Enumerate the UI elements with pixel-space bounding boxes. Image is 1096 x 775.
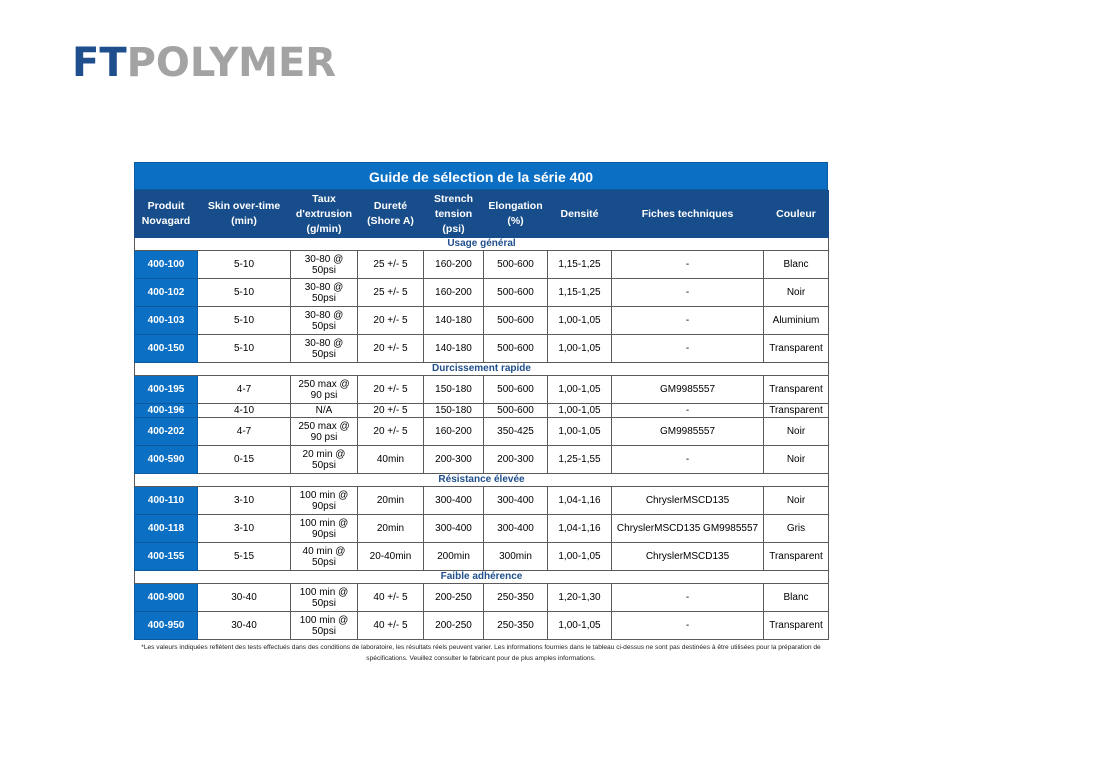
cell-couleur: Noir	[764, 279, 829, 307]
cell-fiches: ChryslerMSCD135 GM9985557	[612, 515, 764, 543]
cell-fiches: ChryslerMSCD135	[612, 543, 764, 571]
cell-taux: 30-80 @ 50psi	[291, 335, 358, 363]
table-row	[135, 404, 829, 418]
cell-skin: 5-15	[198, 543, 291, 571]
cell-skin: 4-10	[198, 404, 291, 418]
cell-elongation: 500-600	[484, 279, 548, 307]
table-row	[135, 515, 829, 543]
header-densite: Densité	[548, 191, 612, 238]
cell-durete: 25 +/- 5	[358, 251, 424, 279]
ftpolymer-logo	[72, 40, 336, 86]
table-row	[135, 584, 829, 612]
table-row	[135, 612, 829, 640]
cell-durete: 40 +/- 5	[358, 584, 424, 612]
table-row	[135, 487, 829, 515]
cell-couleur: Blanc	[764, 584, 829, 612]
cell-fiches: -	[612, 335, 764, 363]
cell-fiches: -	[612, 307, 764, 335]
cell-skin: 5-10	[198, 307, 291, 335]
table-row	[135, 543, 829, 571]
cell-skin: 5-10	[198, 279, 291, 307]
cell-densite: 1,04-1,16	[548, 487, 612, 515]
cell-fiches: -	[612, 279, 764, 307]
product-table	[134, 190, 829, 640]
cell-densite: 1,20-1,30	[548, 584, 612, 612]
table-row	[135, 446, 829, 474]
cell-taux: 100 min @ 50psi	[291, 584, 358, 612]
cell-strench: 140-180	[424, 307, 484, 335]
cell-densite: 1,15-1,25	[548, 279, 612, 307]
cell-durete: 20 +/- 5	[358, 418, 424, 446]
section-row	[135, 238, 829, 251]
cell-code: 400-202	[135, 418, 198, 446]
table-row	[135, 279, 829, 307]
cell-code: 400-110	[135, 487, 198, 515]
cell-durete: 20min	[358, 487, 424, 515]
cell-couleur: Noir	[764, 487, 829, 515]
cell-elongation: 250-350	[484, 612, 548, 640]
logo-ft: FT	[72, 40, 127, 86]
cell-taux: 40 min @ 50psi	[291, 543, 358, 571]
cell-durete: 20 +/- 5	[358, 404, 424, 418]
cell-fiches: -	[612, 612, 764, 640]
cell-strench: 160-200	[424, 418, 484, 446]
cell-couleur: Blanc	[764, 251, 829, 279]
cell-densite: 1,00-1,05	[548, 543, 612, 571]
cell-fiches: -	[612, 404, 764, 418]
cell-elongation: 300-400	[484, 515, 548, 543]
cell-skin: 5-10	[198, 335, 291, 363]
cell-taux: 250 max @ 90 psi	[291, 418, 358, 446]
cell-densite: 1,15-1,25	[548, 251, 612, 279]
table-row	[135, 307, 829, 335]
cell-densite: 1,00-1,05	[548, 418, 612, 446]
cell-durete: 20 +/- 5	[358, 335, 424, 363]
cell-skin: 3-10	[198, 487, 291, 515]
section-title: Résistance élevée	[135, 474, 829, 487]
table-row	[135, 335, 829, 363]
cell-elongation: 350-425	[484, 418, 548, 446]
cell-fiches: ChryslerMSCD135	[612, 487, 764, 515]
cell-code: 400-100	[135, 251, 198, 279]
cell-elongation: 500-600	[484, 335, 548, 363]
cell-strench: 200-250	[424, 612, 484, 640]
table-row	[135, 251, 829, 279]
logo-polymer: POLYMER	[126, 40, 337, 86]
cell-couleur: Noir	[764, 418, 829, 446]
section-title: Usage général	[135, 238, 829, 251]
cell-couleur: Transparent	[764, 543, 829, 571]
header-couleur: Couleur	[764, 191, 829, 238]
cell-taux: 30-80 @ 50psi	[291, 279, 358, 307]
cell-skin: 5-10	[198, 251, 291, 279]
cell-strench: 200min	[424, 543, 484, 571]
cell-code: 400-900	[135, 584, 198, 612]
cell-strench: 300-400	[424, 487, 484, 515]
cell-fiches: GM9985557	[612, 376, 764, 404]
cell-fiches: -	[612, 584, 764, 612]
cell-couleur: Gris	[764, 515, 829, 543]
cell-code: 400-195	[135, 376, 198, 404]
header-taux: Taux d'extrusion (g/min)	[291, 191, 358, 238]
header-produit: Produit Novagard	[135, 191, 198, 238]
table-title: Guide de sélection de la série 400	[134, 162, 828, 190]
footnote: *Les valeurs indiquées reflètent des tests effectués dans des conditions de laboratoire, les résultats réels peuvent varier. Les informations fournies dans le tableau ci-dessus ne sont pas destinées à être utilisées pour la préparation de spécifications. Veuillez consulter le fabricant pour de plus amples informations.	[141, 644, 821, 662]
cell-elongation: 300min	[484, 543, 548, 571]
header-strench: Strench tension (psi)	[424, 191, 484, 238]
section-title: Durcissement rapide	[135, 363, 829, 376]
cell-densite: 1,00-1,05	[548, 307, 612, 335]
table-row	[135, 418, 829, 446]
section-row	[135, 571, 829, 584]
header-elongation: Elongation (%)	[484, 191, 548, 238]
cell-strench: 160-200	[424, 251, 484, 279]
cell-code: 400-150	[135, 335, 198, 363]
cell-code: 400-102	[135, 279, 198, 307]
header-durete: Dureté (Shore A)	[358, 191, 424, 238]
cell-couleur: Transparent	[764, 376, 829, 404]
cell-couleur: Transparent	[764, 612, 829, 640]
cell-durete: 40min	[358, 446, 424, 474]
cell-taux: 100 min @ 90psi	[291, 515, 358, 543]
cell-strench: 160-200	[424, 279, 484, 307]
cell-skin: 3-10	[198, 515, 291, 543]
cell-strench: 300-400	[424, 515, 484, 543]
cell-taux: 20 min @ 50psi	[291, 446, 358, 474]
cell-densite: 1,04-1,16	[548, 515, 612, 543]
selection-guide	[134, 162, 828, 664]
cell-fiches: -	[612, 251, 764, 279]
cell-code: 400-590	[135, 446, 198, 474]
cell-strench: 150-180	[424, 376, 484, 404]
cell-durete: 25 +/- 5	[358, 279, 424, 307]
cell-couleur: Aluminium	[764, 307, 829, 335]
cell-strench: 200-250	[424, 584, 484, 612]
cell-elongation: 300-400	[484, 487, 548, 515]
cell-elongation: 500-600	[484, 251, 548, 279]
cell-code: 400-196	[135, 404, 198, 418]
cell-strench: 140-180	[424, 335, 484, 363]
cell-taux: 100 min @ 50psi	[291, 612, 358, 640]
cell-elongation: 500-600	[484, 404, 548, 418]
cell-densite: 1,00-1,05	[548, 335, 612, 363]
section-row	[135, 474, 829, 487]
header-fiches: Fiches techniques	[612, 191, 764, 238]
header-row	[135, 191, 829, 238]
cell-taux: N/A	[291, 404, 358, 418]
section-row	[135, 363, 829, 376]
cell-code: 400-155	[135, 543, 198, 571]
cell-strench: 150-180	[424, 404, 484, 418]
cell-densite: 1,00-1,05	[548, 376, 612, 404]
cell-elongation: 500-600	[484, 376, 548, 404]
cell-code: 400-950	[135, 612, 198, 640]
cell-couleur: Transparent	[764, 335, 829, 363]
cell-densite: 1,00-1,05	[548, 404, 612, 418]
cell-densite: 1,25-1,55	[548, 446, 612, 474]
cell-elongation: 500-600	[484, 307, 548, 335]
cell-couleur: Noir	[764, 446, 829, 474]
cell-durete: 20-40min	[358, 543, 424, 571]
cell-skin: 0-15	[198, 446, 291, 474]
cell-skin: 30-40	[198, 612, 291, 640]
cell-taux: 250 max @ 90 psi	[291, 376, 358, 404]
cell-code: 400-118	[135, 515, 198, 543]
cell-couleur: Transparent	[764, 404, 829, 418]
cell-skin: 4-7	[198, 376, 291, 404]
cell-taux: 30-80 @ 50psi	[291, 251, 358, 279]
cell-taux: 100 min @ 90psi	[291, 487, 358, 515]
cell-elongation: 250-350	[484, 584, 548, 612]
cell-skin: 30-40	[198, 584, 291, 612]
cell-durete: 20 +/- 5	[358, 307, 424, 335]
cell-durete: 20min	[358, 515, 424, 543]
cell-densite: 1,00-1,05	[548, 612, 612, 640]
cell-fiches: -	[612, 446, 764, 474]
cell-taux: 30-80 @ 50psi	[291, 307, 358, 335]
cell-fiches: GM9985557	[612, 418, 764, 446]
section-title: Faible adhérence	[135, 571, 829, 584]
cell-durete: 40 +/- 5	[358, 612, 424, 640]
table-row	[135, 376, 829, 404]
table-body	[135, 238, 829, 640]
cell-strench: 200-300	[424, 446, 484, 474]
cell-skin: 4-7	[198, 418, 291, 446]
cell-durete: 20 +/- 5	[358, 376, 424, 404]
cell-elongation: 200-300	[484, 446, 548, 474]
cell-code: 400-103	[135, 307, 198, 335]
header-skin: Skin over-time (min)	[198, 191, 291, 238]
